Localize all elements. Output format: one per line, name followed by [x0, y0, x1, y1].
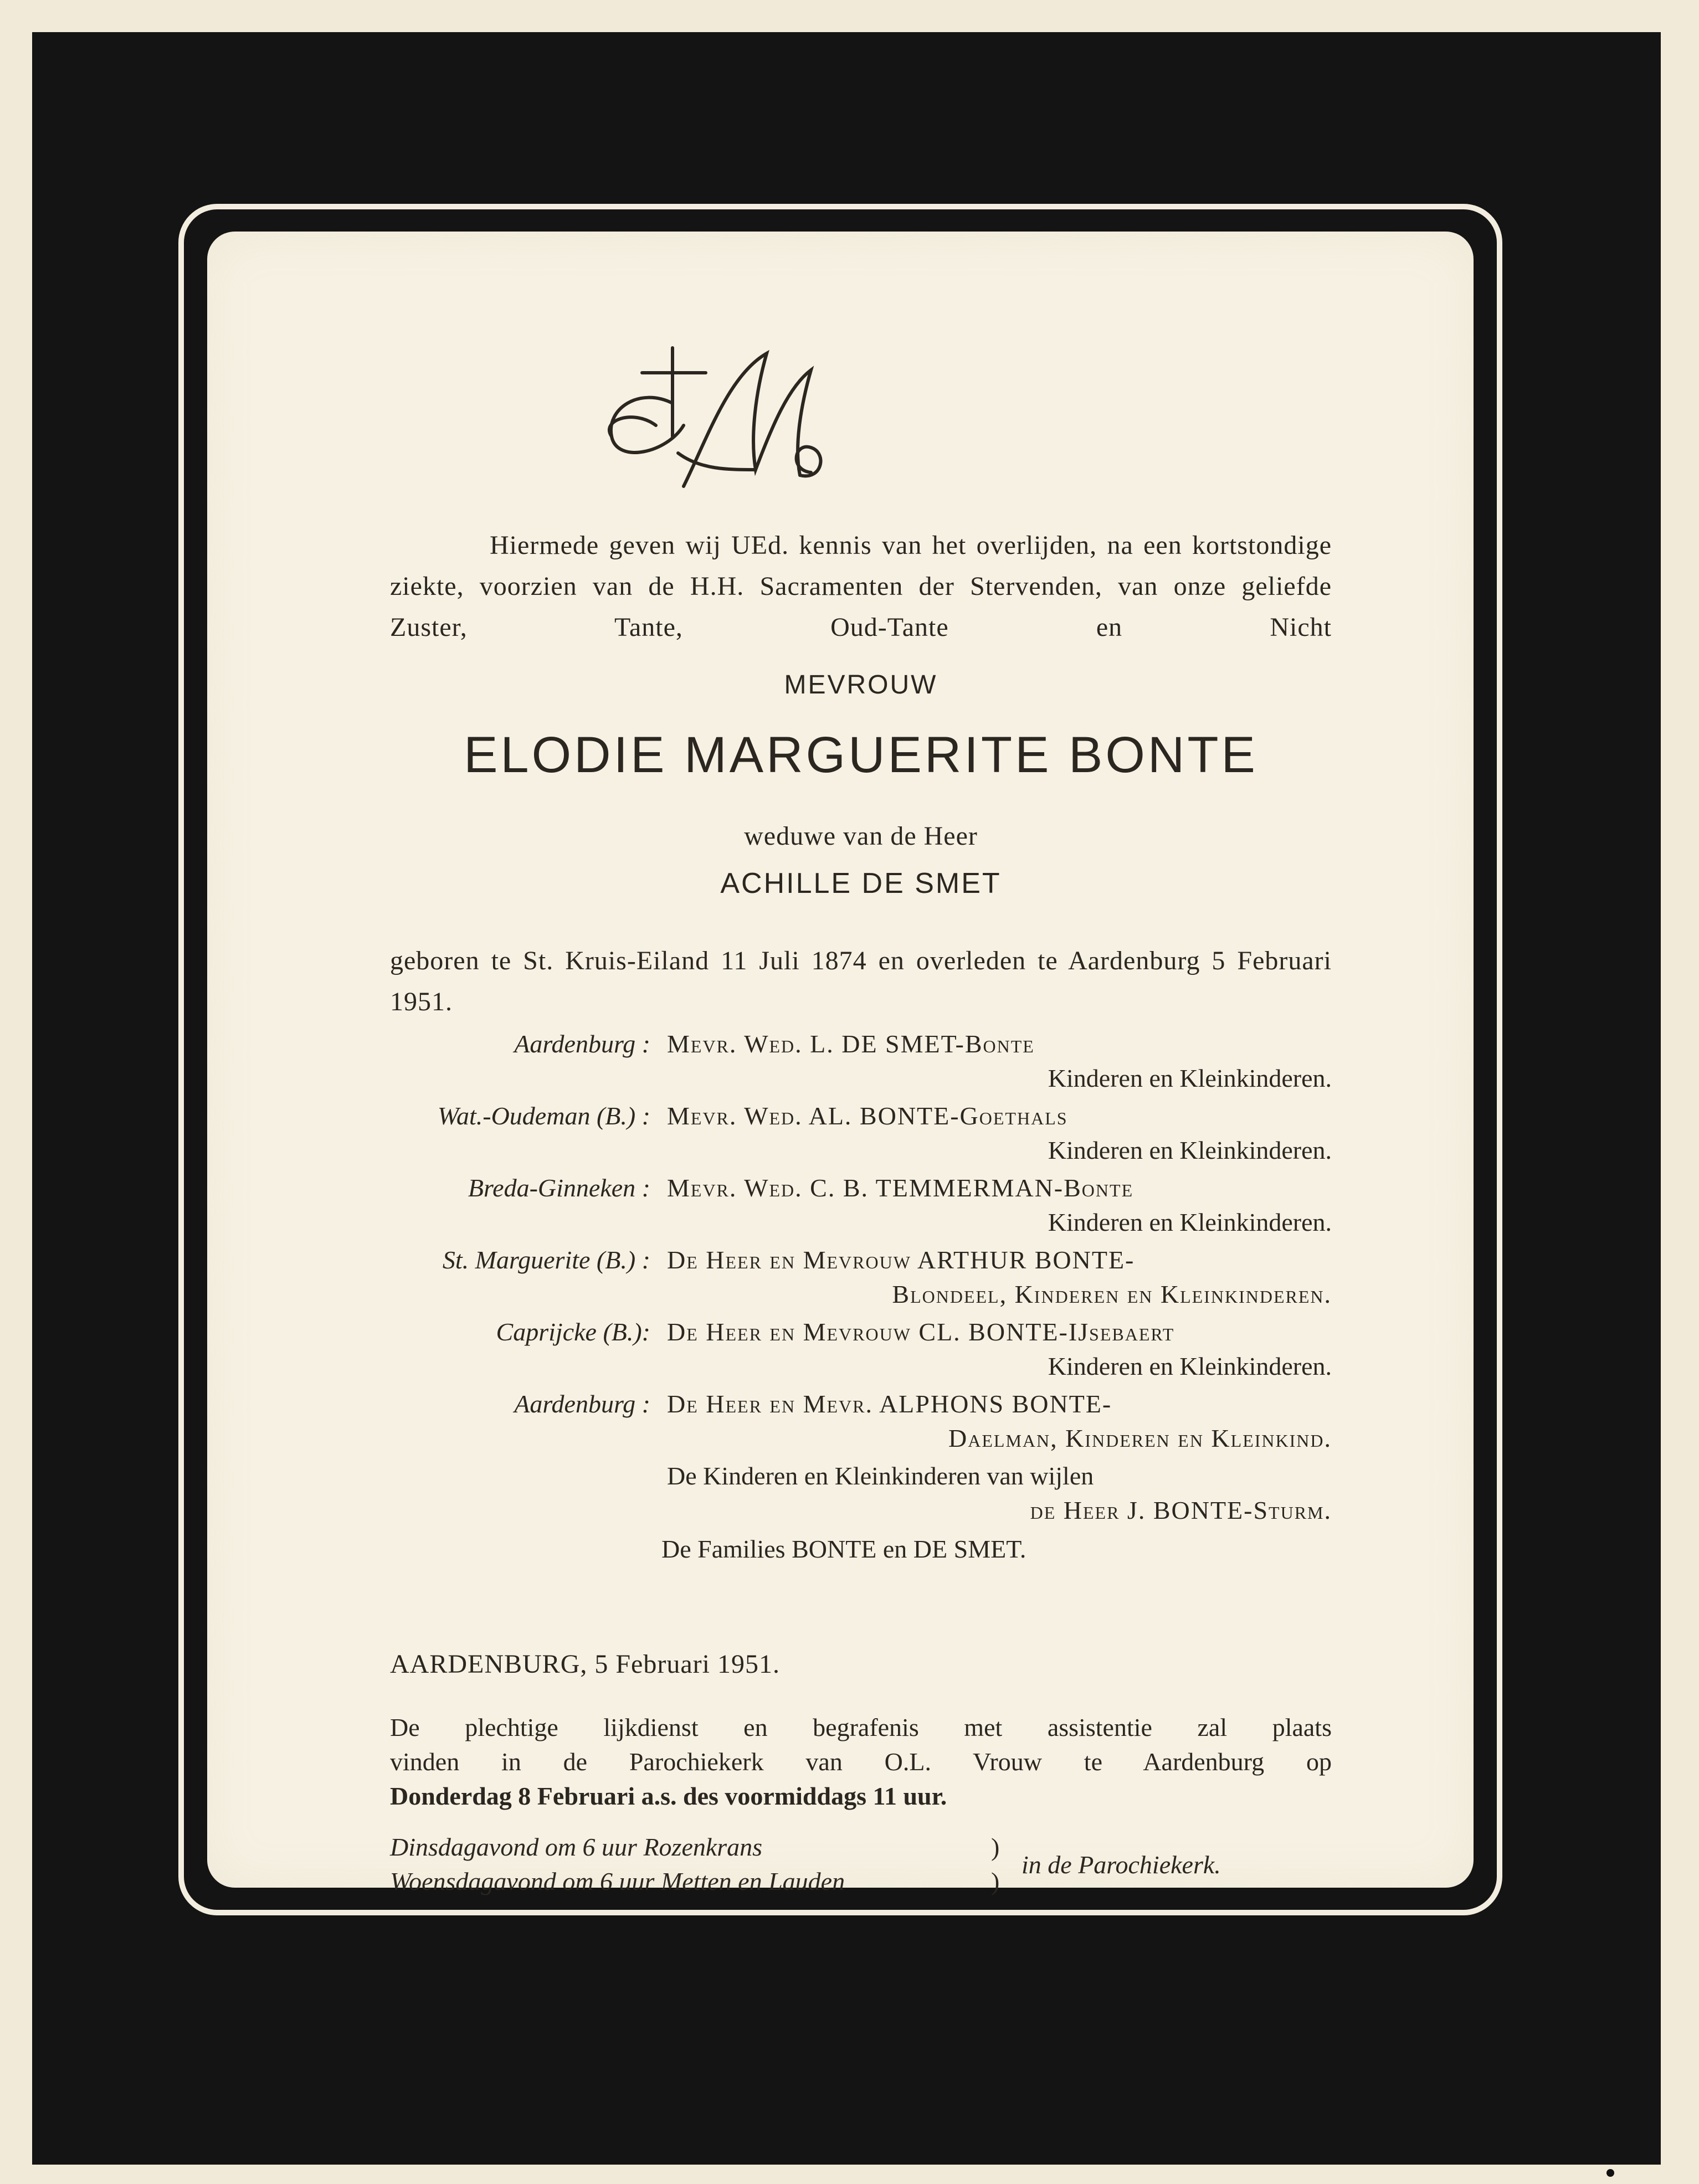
service-line: vinden in de Parochiekerk van O.L. Vrouw te Aardenburg op [390, 1748, 1332, 1776]
extra-family-line: De Kinderen en Kleinkinderen van wijlen [667, 1462, 1094, 1490]
death-notice-card [207, 232, 1474, 1895]
place-date: AARDENBURG, 5 Februari 1951. [390, 1649, 780, 1679]
family-line: Blondeel, Kinderen en Kleinkinderen. [892, 1280, 1332, 1308]
family-line: Mevr. Wed. L. DE SMET-Bonte [667, 1030, 1035, 1058]
family-line: Kinderen en Kleinkinderen. [1048, 1352, 1332, 1380]
family-line: De Heer en Mevrouw CL. BONTE-IJsebaert [667, 1318, 1175, 1346]
cross-monogram-icon [589, 342, 833, 497]
bracket-icon: ) [991, 1867, 1000, 1895]
vigil-line: Woensdagavond om 6 uur Metten en Lauden [390, 1867, 845, 1895]
service-notice [390, 1710, 1332, 1813]
vigil-line: Dinsdagavond om 6 uur Rozenkrans [390, 1833, 763, 1861]
birth-death-text: geboren te St. Kruis-Eiland 11 Juli 1874 en overleden te Aardenburg 5 Februari 1951. [390, 946, 1332, 1016]
paper-speck [1606, 2169, 1614, 2177]
family-place: Breda-Ginneken : [468, 1174, 650, 1202]
family-place: Wat.-Oudeman (B.) : [437, 1102, 650, 1130]
service-line: De plechtige lijkdienst en begrafenis met assistentie zal plaats [390, 1713, 1332, 1741]
extra-family-line: de Heer J. BONTE-Sturm. [1030, 1496, 1332, 1524]
intro-text: Hiermede geven wij UEd. kennis van het overlijden, na een kortstondige ziekte, voorzien van de H.H. Sacramenten der Stervenden, van onze geliefde Zuster, Tante, Oud-Tante en Nicht [390, 531, 1332, 642]
service-date: Donderdag 8 Februari a.s. des voormiddags 11 uur. [390, 1782, 947, 1810]
vigil-location: in de Parochiekerk. [1022, 1851, 1221, 1879]
family-entry [390, 1245, 1332, 1317]
family-list [390, 1029, 1332, 1583]
family-place: St. Marguerite (B.) : [442, 1246, 650, 1274]
family-line: Kinderen en Kleinkinderen. [1048, 1136, 1332, 1164]
family-entry [390, 1173, 1332, 1245]
family-line: Kinderen en Kleinkinderen. [1048, 1208, 1332, 1236]
family-entry [390, 1317, 1332, 1389]
family-place: Aardenburg : [514, 1030, 650, 1058]
family-line: De Heer en Mevr. ALPHONS BONTE- [667, 1390, 1112, 1418]
family-place: Caprijcke (B.): [496, 1318, 650, 1346]
vigil-notice [390, 1832, 1332, 1915]
family-entry [390, 1029, 1332, 1101]
family-line: Daelman, Kinderen en Kleinkind. [948, 1424, 1332, 1452]
widow-of-text: weduwe van de Heer [744, 821, 978, 851]
bracket-icon: ) [991, 1833, 1000, 1861]
family-place: Aardenburg : [514, 1390, 650, 1418]
families-line: De Families BONTE en DE SMET. [661, 1535, 1026, 1563]
family-line: Mevr. Wed. AL. BONTE-Goethals [667, 1102, 1068, 1130]
husband-name: ACHILLE DE SMET [720, 867, 1002, 900]
deceased-name: ELODIE MARGUERITE BONTE [464, 727, 1258, 783]
family-entry [390, 1389, 1332, 1461]
family-entry [390, 1101, 1332, 1173]
family-line: Kinderen en Kleinkinderen. [1048, 1064, 1332, 1092]
salutation: MEVROUW [784, 670, 938, 700]
family-line: Mevr. Wed. C. B. TEMMERMAN-Bonte [667, 1174, 1134, 1202]
family-line: De Heer en Mevrouw ARTHUR BONTE- [667, 1246, 1135, 1274]
